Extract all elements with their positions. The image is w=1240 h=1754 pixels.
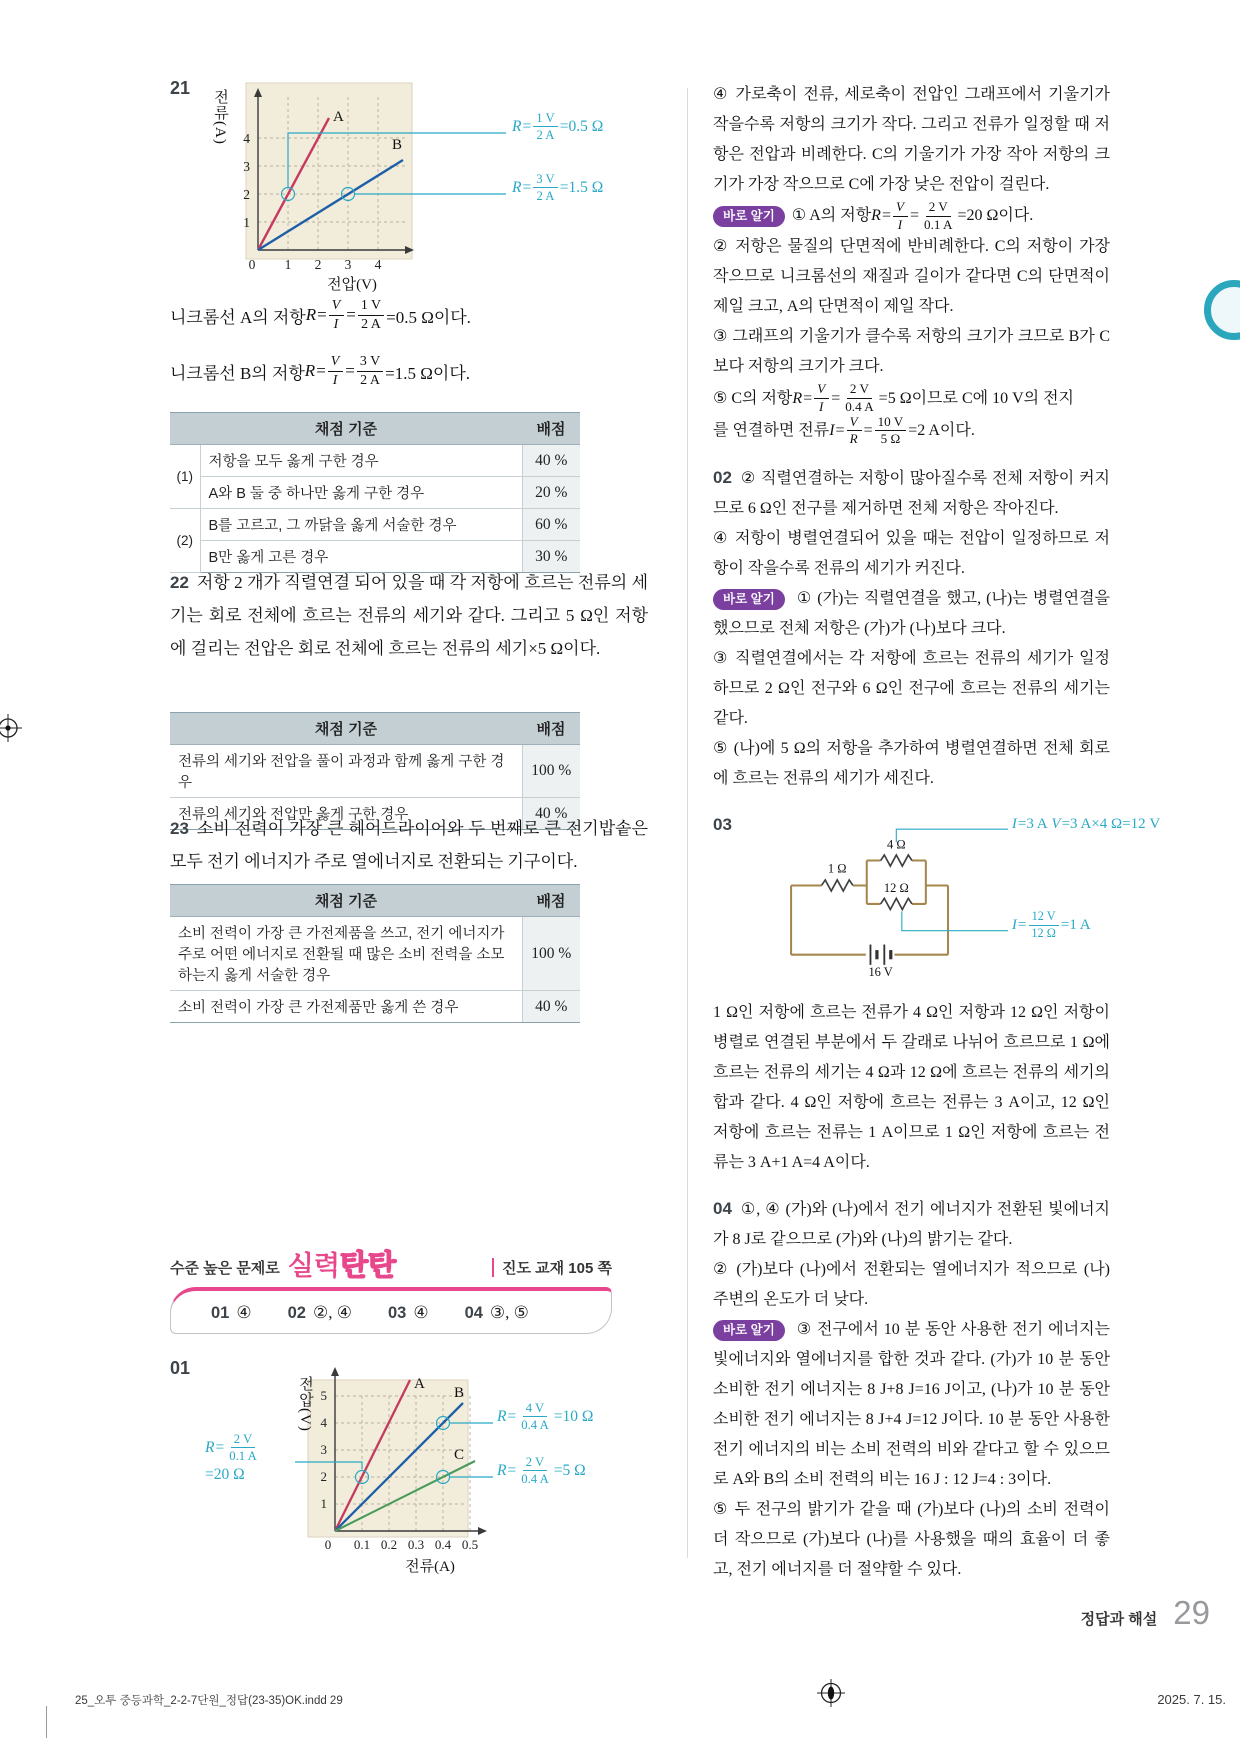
solution-23-text: 소비 전력이 가장 큰 헤어드라이어와 두 번째로 큰 전기밥솥은 모두 전기 에너지가 주로 열에너지로 전환되는 기구이다. <box>170 819 648 871</box>
svg-text:3: 3 <box>320 1442 327 1457</box>
chapter-edge-tab <box>1204 280 1240 340</box>
criteria-cell: B를 고르고, 그 까닭을 옳게 서술한 경우 <box>200 509 522 541</box>
svg-text:5: 5 <box>320 1388 327 1403</box>
criteria-cell: B만 옳게 고른 경우 <box>200 541 522 573</box>
solution-22 <box>170 566 648 665</box>
answer-key-box <box>170 1287 612 1334</box>
criteria-cell: 전류의 세기와 전압만 옳게 구한 경우 <box>170 798 522 830</box>
solution-22-text: 저항 2 개가 직렬연결 되어 있을 때 각 저항에 흐르는 전류의 세기는 회로 전체에 흐르는 전류의 세기와 같다. 그리고 5 Ω인 저항에 걸리는 전압은 회로 전체에 흐르는 전류의 세기×5 Ω이다. <box>170 573 648 658</box>
graph-01-voltage-vs-current <box>195 1356 645 1596</box>
circuit-labels <box>828 838 909 978</box>
grading-table-21 <box>170 412 580 573</box>
header-points: 배점 <box>522 885 580 917</box>
points-cell: 40 % <box>522 991 580 1023</box>
question-number-01: 01 <box>170 1358 191 1378</box>
label-1ohm: 1 Ω <box>827 861 847 876</box>
question-number-04: 04 <box>713 1199 732 1219</box>
header-criteria: 채점 기준 <box>170 413 522 445</box>
x-axis-label: 전류(A) <box>405 1559 455 1575</box>
wrong-answer-note: 바로 알기 ③ 전구에서 10 분 동안 사용한 전기 에너지는 빛에너지와 열에너지를 합한 것과 같다. (가)가 10 분 동안 소비한 전기 에너지는 8 J+8 J=16 J이고, (나)가 10 분 동안 소비한 전기 에너지는 8 J+4 J=12 J이다. 10 분 동안 사용한 전기 에너지의 비는 소비 전력의 비와 같다고 할 수 있으므로 A와 B의 소비 전력의 비는 16 J : 12 J=4 : 3이다. <box>713 1321 1110 1489</box>
annotation-12ohm: I = $\frac{12 V}{12 \Omega}$ =1 A <box>1011 909 1091 940</box>
section-label: 정답과 해설 <box>1080 1611 1158 1628</box>
criteria-cell: 전류의 세기와 전압을 풀이 과정과 함께 옳게 구한 경우 <box>170 745 522 798</box>
svg-text:2: 2 <box>243 187 250 202</box>
solution-23 <box>170 812 648 878</box>
y-axis-label: 전압(V) <box>297 1376 313 1432</box>
x-axis-label: 전압(V) <box>327 277 377 293</box>
y-axis-arrow <box>331 1367 339 1376</box>
table-row <box>170 509 580 541</box>
svg-text:1: 1 <box>284 257 292 272</box>
line-A-label: A <box>333 109 344 125</box>
points-cell: 40 % <box>522 445 580 477</box>
points-cell: 60 % <box>522 509 580 541</box>
question-number-21: 21 <box>170 78 191 98</box>
svg-text:2: 2 <box>314 257 322 272</box>
resistance-annotation-C: R = $\frac{2 V}{0.4 A}$ =5 Ω <box>497 1455 586 1487</box>
y-axis-label: 전류(A) <box>212 89 228 145</box>
resistor-12ohm <box>881 899 912 910</box>
choice-4-explanation: ④ 저항이 병렬연결되어 있을 때는 전압이 일정하므로 저항이 작을수록 전류의 세기가 커진다. <box>713 530 1110 578</box>
print-filename: 25_오투 중등과학_2-2-7단원_정답(23-35)OK.indd 29 <box>75 1695 343 1707</box>
line-B-label: B <box>392 137 403 153</box>
choice-5-explanation: ⑤ (나)에 5 Ω의 저항을 추가하여 병렬연결하면 전체 회로에 흐르는 전류의 세기가 세진다. <box>713 740 1110 788</box>
criteria-cell: A와 B 둘 중 하나만 옳게 구한 경우 <box>200 477 522 509</box>
wrong-answer-note: 바로 알기 ① A의 저항 R = $\frac{V}{I}$ = $\frac{2 V}{0.1 A}$ =20 Ω이다. <box>713 200 1110 232</box>
graph-21-plot <box>200 75 510 307</box>
resistance-annotation-A: R = $\frac{1 V}{2 A}$ =0.5 Ω <box>512 111 604 143</box>
page-footer-label <box>1081 1594 1210 1632</box>
criteria-cell: 소비 전력이 가장 큰 가전제품을 쓰고, 전기 에너지가 주로 어떤 에너지로 전환될 때 많은 소비 전력을 소모하는지 옳게 서술한 경우 <box>170 917 522 991</box>
graph-21-current-vs-voltage <box>200 75 645 320</box>
svg-text:1: 1 <box>320 1496 327 1511</box>
svg-text:4: 4 <box>320 1415 327 1430</box>
baro-algi-badge: 바로 알기 <box>713 1320 785 1341</box>
x-axis-arrow <box>478 1527 487 1535</box>
points-cell: 100 % <box>522 745 580 798</box>
label-12ohm: 12 Ω <box>883 881 909 896</box>
choice-2-explanation: ② (가)보다 (나)에서 전환되는 열에너지가 적으므로 (나) 주변의 온도가 더 낮다. <box>713 1261 1110 1309</box>
svg-text:2: 2 <box>320 1469 327 1484</box>
resistor-4ohm <box>881 855 912 866</box>
skill-section-banner <box>170 1243 612 1334</box>
choice-5-explanation: ⑤ 두 전구의 밝기가 같을 때 (가)보다 (나)의 소비 전력이 더 작으므로 (가)보다 (나)를 사용했을 때의 효율이 더 좋고, 전기 에너지를 더 절약할 수 있다. <box>713 1501 1110 1579</box>
svg-text:4: 4 <box>374 257 382 272</box>
svg-text:3: 3 <box>243 159 250 174</box>
choice-5-explanation-line2: 를 연결하면 전류 I = $\frac{V}{R}$ = $\frac{10 V}{5 \Omega}$ =2 A이다. <box>713 413 975 447</box>
table-row <box>170 745 580 798</box>
crop-mark <box>46 1706 47 1738</box>
annotation-4ohm: I =3 A V =3 A×4 Ω=12 V <box>1011 816 1161 833</box>
group-label: (1) <box>170 445 200 509</box>
wrong-answer-note: 바로 알기 ① (가)는 직렬연결을 했고, (나)는 병렬연결을 했으므로 전체 저항은 (가)가 (나)보다 크다. <box>713 590 1111 638</box>
line-B-label: B <box>454 1385 465 1401</box>
circuit-diagram <box>768 816 1008 978</box>
points-cell: 20 % <box>522 477 580 509</box>
question-number-02: 02 <box>713 468 732 488</box>
points-cell: 30 % <box>522 541 580 573</box>
header-criteria: 채점 기준 <box>170 713 522 745</box>
criteria-cell: 저항을 모두 옳게 구한 경우 <box>200 445 522 477</box>
battery-symbol <box>870 945 890 965</box>
table-row <box>170 477 580 509</box>
registration-mark-icon <box>816 1678 846 1708</box>
choice-3-explanation: ③ 그래프의 기울기가 클수록 저항의 크기가 크므로 B가 C보다 저항의 크기가 크다. <box>713 328 1110 376</box>
reference-divider <box>492 1258 495 1277</box>
banner-tagline: 수준 높은 문제로 <box>170 1260 280 1277</box>
svg-text:1: 1 <box>243 215 250 230</box>
page-number: 29 <box>1173 1594 1210 1631</box>
plot-background <box>308 1380 468 1537</box>
solution-03-text: 1 Ω인 저항에 흐르는 전류가 4 Ω인 저항과 12 Ω인 저항이 병렬로 연결된 부분에서 두 갈래로 나뉘어 흐르므로 1 Ω에 흐르는 전류의 세기는 4 Ω과 12 Ω에 흐르는 전류의 세기의 합과 같다. 4 Ω인 저항에 흐르는 전류는 3 A이고, 12 Ω인 저항에 흐르는 전류는 1 A이므로 1 Ω인 저항에 흐르는 전류는 3 A+1 A=4 A이다. <box>713 1004 1110 1172</box>
svg-text:0.1: 0.1 <box>353 1537 371 1552</box>
solution-03 <box>713 810 1161 1178</box>
line-A-label: A <box>414 1376 425 1392</box>
label-4ohm: 4 Ω <box>886 837 906 852</box>
resistance-annotation-B: R = $\frac{4 V}{0.4 A}$ =10 Ω <box>497 1401 594 1433</box>
print-date: 2025. 7. 15. <box>1157 1692 1226 1707</box>
solution-02 <box>713 463 1110 794</box>
solution-21-continued <box>713 80 1110 447</box>
answer-item: 02 ②, ④ <box>287 1303 352 1322</box>
svg-text:4: 4 <box>243 131 250 146</box>
banner-logo: 실력탄탄 <box>287 1250 396 1282</box>
svg-text:0: 0 <box>248 257 256 272</box>
baro-algi-badge: 바로 알기 <box>713 589 785 610</box>
svg-text:0.3: 0.3 <box>407 1537 425 1552</box>
resistance-annotation-A: R = $\frac{2 V}{0.1 A}$ =20 Ω <box>205 1432 257 1484</box>
table-row <box>170 917 580 991</box>
column-divider <box>687 88 688 1558</box>
circuit-wires <box>791 861 948 955</box>
svg-text:0.2: 0.2 <box>380 1537 398 1552</box>
grading-table-23 <box>170 884 580 1023</box>
circuit-row <box>713 810 1161 990</box>
question-number-03: 03 <box>713 815 732 835</box>
svg-text:0.4: 0.4 <box>434 1537 452 1552</box>
header-points: 배점 <box>522 413 580 445</box>
svg-text:0: 0 <box>324 1537 332 1552</box>
points-cell: 100 % <box>522 917 580 991</box>
header-criteria: 채점 기준 <box>170 885 522 917</box>
annotation-leaders <box>896 829 1008 931</box>
answer-item: 03 ④ <box>387 1303 429 1322</box>
line-C-label: C <box>454 1447 465 1463</box>
question-number-23: 23 <box>170 819 189 838</box>
table-row <box>170 445 580 477</box>
points-cell: 40 % <box>522 798 580 830</box>
choice-2-explanation: 02 ② 직렬연결하는 저항이 많아질수록 전체 저항이 커지므로 6 Ω인 전구를 제거하면 전체 저항은 작아진다. <box>713 468 1110 518</box>
choice-3-explanation: ③ 직렬연결에서는 각 저항에 흐르는 전류의 세기가 일정하므로 2 Ω인 전구와 6 Ω인 전구에 흐르는 전류의 세기는 같다. <box>713 650 1110 728</box>
solution-21-line-B: 니크롬선 B의 저항 R = $\frac{V}{I}$ = $\frac{3 V}{2 A}$ =1.5 Ω이다. <box>170 354 470 388</box>
answer-item: 04 ③, ⑤ <box>464 1303 529 1322</box>
choice-4-explanation: ④ 가로축이 전류, 세로축이 전압인 그래프에서 기울기가 작을수록 저항의 크기가 작다. 그리고 전류가 일정할 때 저항은 전압과 비례한다. C의 기울기가 가장 작아 저항의 크기가 가장 작으므로 C에 가장 낮은 전압이 걸린다. <box>713 86 1110 193</box>
choices-1-4-explanation: 04 ①, ④ (가)와 (나)에서 전기 에너지가 전환된 빛에너지가 8 J로 같으므로 (가)와 (나)의 밝기는 같다. <box>713 1199 1110 1249</box>
criteria-cell: 소비 전력이 가장 큰 가전제품만 옳게 쓴 경우 <box>170 991 522 1023</box>
header-points: 배점 <box>522 713 580 745</box>
solution-21-line-A: 니크롬선 A의 저항 R = $\frac{V}{I}$ = $\frac{1 V}{2 A}$ =0.5 Ω이다. <box>170 298 471 332</box>
baro-algi-badge: 바로 알기 <box>713 206 785 227</box>
table-row <box>170 991 580 1023</box>
resistor-1ohm <box>821 880 852 891</box>
question-number-22: 22 <box>170 573 189 592</box>
group-label: (2) <box>170 509 200 573</box>
right-column <box>713 80 1161 1585</box>
label-16v: 16 V <box>868 965 893 979</box>
solution-04 <box>713 1194 1110 1585</box>
circuit-figure <box>740 810 1161 990</box>
crop-crosshair-icon <box>0 712 24 744</box>
answer-item: 01 ④ <box>211 1303 252 1322</box>
choice-5-explanation-line1: ⑤ C의 저항 R = $\frac{V}{I}$ = $\frac{2 V}{0.4 A}$ =5 Ω이므로 C에 10 V의 전지 <box>713 381 1075 415</box>
svg-text:3: 3 <box>344 257 352 272</box>
textbook-reference: 진도 교재 105 쪽 <box>492 1257 612 1284</box>
resistance-annotation-B: R = $\frac{3 V}{2 A}$ =1.5 Ω <box>512 172 604 204</box>
choice-2-explanation: ② 저항은 물질의 단면적에 반비례한다. C의 저항이 가장 작으므로 니크롬선의 재질과 길이가 같다면 C의 단면적이 제일 크고, A의 단면적이 제일 작다. <box>713 238 1110 316</box>
svg-text:0.5: 0.5 <box>461 1537 479 1552</box>
